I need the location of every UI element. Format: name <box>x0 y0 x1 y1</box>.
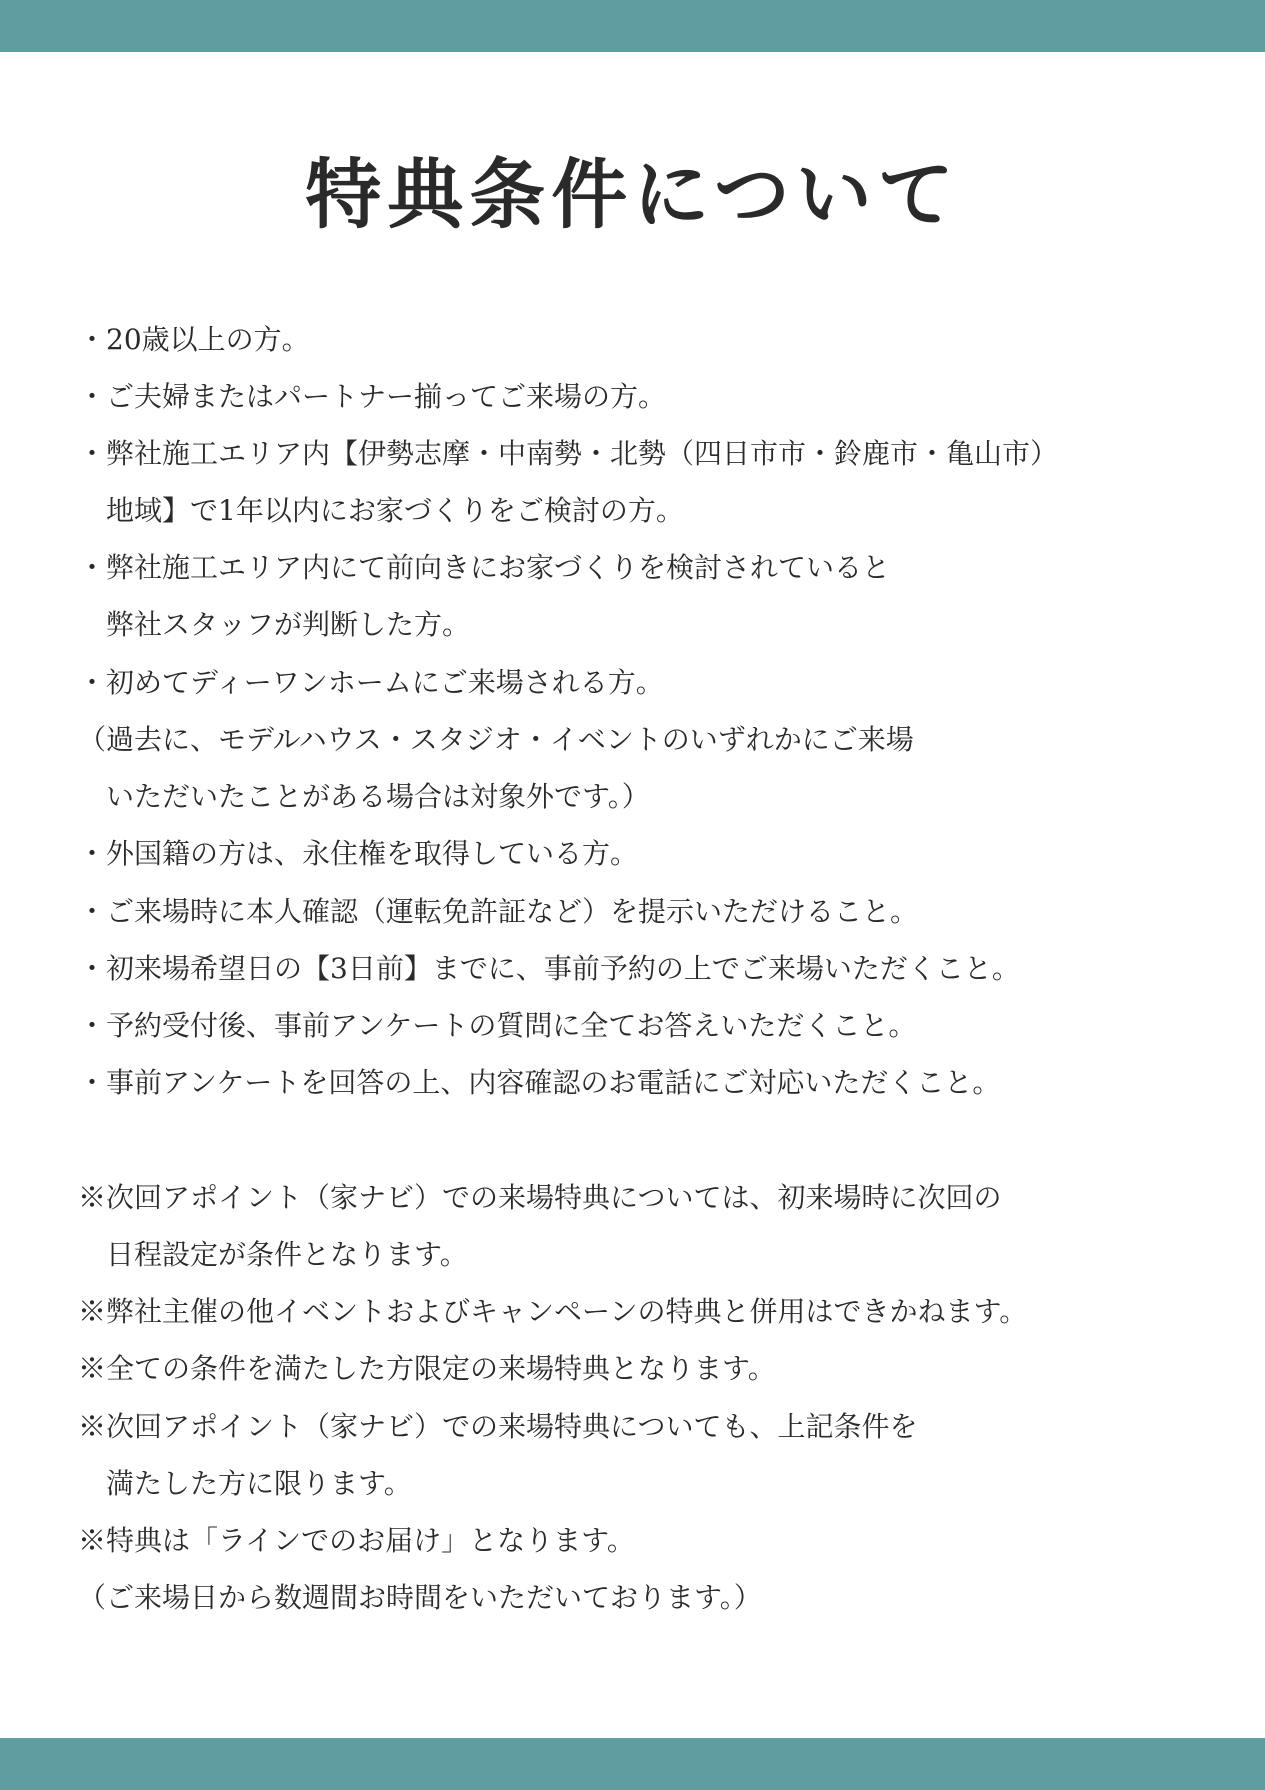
condition-line: ・事前アンケートを回答の上、内容確認のお電話にご対応いただくこと。 <box>78 1066 1001 1099</box>
condition-line: ・ご夫婦またはパートナー揃ってご来場の方。 <box>78 380 667 413</box>
note-line: 日程設定が条件となります。 <box>78 1238 468 1271</box>
condition-line: ・20歳以上の方。 <box>78 323 310 356</box>
condition-line: 地域】で1年以内にお家づくりをご検討の方。 <box>78 494 684 527</box>
note-line: 満たした方に限ります。 <box>78 1467 412 1500</box>
condition-line: ・弊社施工エリア内にて前向きにお家づくりを検討されていると <box>78 551 891 584</box>
note-line: ※全ての条件を満たした方限定の来場特典となります。 <box>78 1352 776 1385</box>
condition-line: ・初来場希望日の【3日前】までに、事前予約の上でご来場いただくこと。 <box>78 952 1020 985</box>
condition-line: ・弊社施工エリア内【伊勢志摩・中南勢・北勢（四日市市・鈴鹿市・亀山市） <box>78 437 1059 470</box>
note-line: ※弊社主催の他イベントおよびキャンペーンの特典と併用はできかねます。 <box>78 1295 1028 1328</box>
note-line: ※次回アポイント（家ナビ）での来場特典については、初来場時に次回の <box>78 1181 1002 1214</box>
condition-line: ・外国籍の方は、永住権を取得している方。 <box>78 837 639 870</box>
note-line: （ご来場日から数週間お時間をいただいております。） <box>78 1581 762 1614</box>
condition-line: いただいたことがある場合は対象外です。） <box>78 780 650 813</box>
condition-line: 弊社スタッフが判断した方。 <box>78 608 471 641</box>
condition-line: ・初めてディーワンホームにご来場される方。 <box>78 666 664 699</box>
condition-line: （過去に、モデルハウス・スタジオ・イベントのいずれかにご来場 <box>78 723 914 756</box>
note-line: ※特典は「ラインでのお届け」となります。 <box>78 1524 635 1557</box>
condition-line: ・ご来場時に本人確認（運転免許証など）を提示いただけること。 <box>78 895 919 928</box>
note-line: ※次回アポイント（家ナビ）での来場特典についても、上記条件を <box>78 1410 918 1443</box>
page-title: 特典条件について <box>305 150 960 239</box>
condition-line: ・予約受付後、事前アンケートの質問に全てお答えいただくこと。 <box>78 1009 917 1042</box>
footer-band <box>0 1738 1265 1790</box>
